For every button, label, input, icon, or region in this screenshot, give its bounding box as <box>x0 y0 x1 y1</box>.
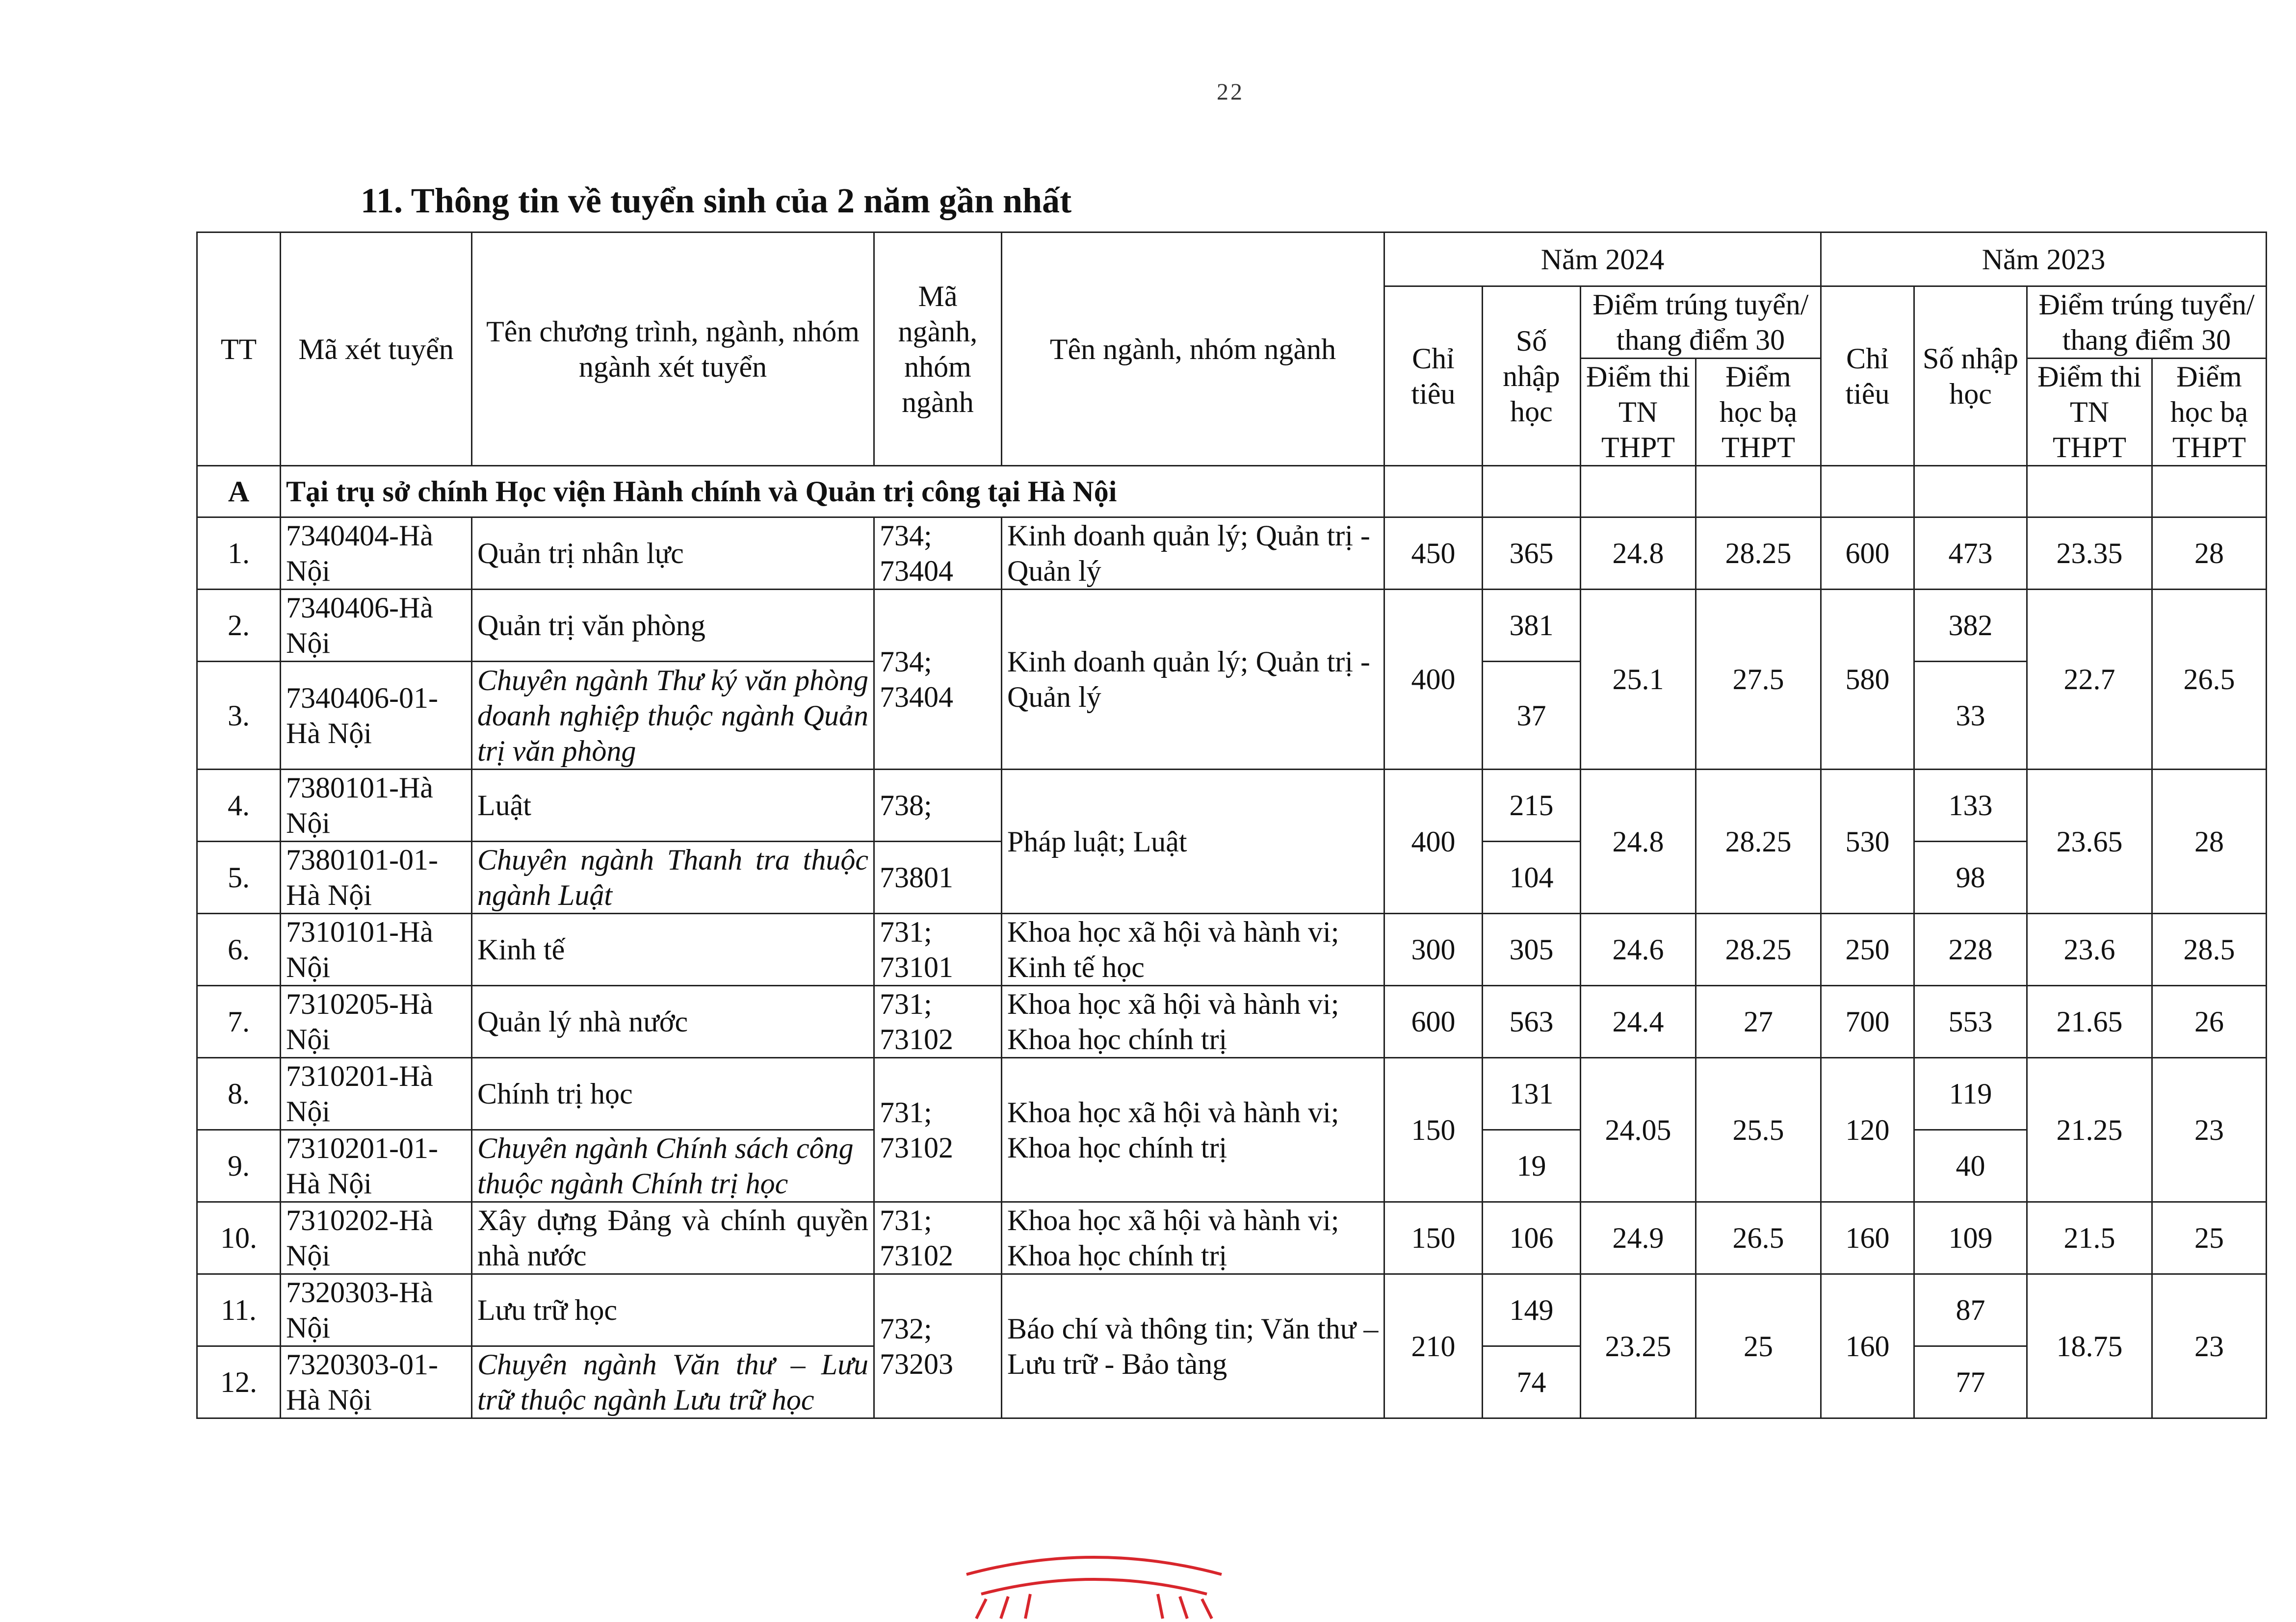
row-diem-thi-2024: 25.1 <box>1581 590 1696 770</box>
row-tt: 1. <box>197 517 281 590</box>
row-tt: 4. <box>197 770 281 842</box>
row-so-nhap-hoc-2024: 305 <box>1483 914 1581 986</box>
admission-table <box>196 232 2267 1419</box>
row-diem-hoc-ba-2023: 23 <box>2152 1274 2267 1418</box>
table-row <box>197 986 2267 1058</box>
header-ma-xet-tuyen: Mã xét tuyển <box>281 232 472 466</box>
row-diem-hoc-ba-2024: 28.25 <box>1696 914 1821 986</box>
header-diem-thi-2024: Điểm thi TN THPT <box>1581 359 1696 466</box>
row-diem-thi-2023: 23.6 <box>2027 914 2152 986</box>
row-tt: 6. <box>197 914 281 986</box>
row-ma-xet-tuyen: 7340404-Hà Nội <box>281 517 472 590</box>
row-chi-tieu-2023: 160 <box>1821 1274 1914 1418</box>
table-row <box>197 1202 2267 1274</box>
row-diem-thi-2024: 24.4 <box>1581 986 1696 1058</box>
row-so-nhap-hoc-2023: 98 <box>1914 842 2027 914</box>
table-row <box>197 590 2267 662</box>
row-so-nhap-hoc-2023: 133 <box>1914 770 2027 842</box>
header-diem-hoc-ba-2023: Điểm học bạ THPT <box>2152 359 2267 466</box>
row-diem-thi-2023: 18.75 <box>2027 1274 2152 1418</box>
row-so-nhap-hoc-2024: 104 <box>1483 842 1581 914</box>
header-diem-trung-tuyen-2023: Điểm trúng tuyển/ thang điểm 30 <box>2027 286 2267 359</box>
row-so-nhap-hoc-2024: 131 <box>1483 1058 1581 1130</box>
row-so-nhap-hoc-2024: 74 <box>1483 1346 1581 1418</box>
row-diem-thi-2023: 21.25 <box>2027 1058 2152 1202</box>
row-ma-xet-tuyen: 7310202-Hà Nội <box>281 1202 472 1274</box>
row-chi-tieu-2024: 150 <box>1384 1202 1483 1274</box>
header-diem-thi-2023: Điểm thi TN THPT <box>2027 359 2152 466</box>
row-so-nhap-hoc-2024: 215 <box>1483 770 1581 842</box>
row-chi-tieu-2024: 400 <box>1384 770 1483 914</box>
row-ma-nganh: 731; 73102 <box>874 1058 1002 1202</box>
row-so-nhap-hoc-2023: 33 <box>1914 662 2027 770</box>
row-chi-tieu-2024: 400 <box>1384 590 1483 770</box>
row-diem-hoc-ba-2024: 28.25 <box>1696 770 1821 914</box>
row-ten-nganh: Báo chí và thông tin; Văn thư – Lưu trữ - Bảo tàng <box>1002 1274 1384 1418</box>
row-diem-hoc-ba-2023: 26.5 <box>2152 590 2267 770</box>
row-ma-xet-tuyen: 7320303-01-Hà Nội <box>281 1346 472 1418</box>
row-ma-xet-tuyen: 7320303-Hà Nội <box>281 1274 472 1346</box>
section-a-title: Tại trụ sở chính Học viện Hành chính và Quản trị công tại Hà Nội <box>281 466 1384 517</box>
row-diem-hoc-ba-2023: 28 <box>2152 517 2267 590</box>
row-ten-chuong-trinh: Kinh tế <box>472 914 874 986</box>
row-ma-nganh: 73801 <box>874 842 1002 914</box>
row-diem-thi-2023: 22.7 <box>2027 590 2152 770</box>
header-ten-chuong-trinh: Tên chương trình, ngành, nhóm ngành xét tuyển <box>472 232 874 466</box>
row-ma-xet-tuyen: 7340406-Hà Nội <box>281 590 472 662</box>
row-ma-nganh: 732; 73203 <box>874 1274 1002 1418</box>
page-number: 22 <box>1217 79 1244 105</box>
row-so-nhap-hoc-2024: 106 <box>1483 1202 1581 1274</box>
row-diem-hoc-ba-2024: 27.5 <box>1696 590 1821 770</box>
header-row-1 <box>197 232 2267 286</box>
row-so-nhap-hoc-2024: 365 <box>1483 517 1581 590</box>
row-ten-nganh: Khoa học xã hội và hành vi; Khoa học chính trị <box>1002 986 1384 1058</box>
header-ten-nganh: Tên ngành, nhóm ngành <box>1002 232 1384 466</box>
row-chi-tieu-2024: 210 <box>1384 1274 1483 1418</box>
row-ten-chuong-trinh: Chuyên ngành Văn thư – Lưu trữ thuộc ngành Lưu trữ học <box>472 1346 874 1418</box>
row-ten-chuong-trinh: Quản lý nhà nước <box>472 986 874 1058</box>
row-tt: 12. <box>197 1346 281 1418</box>
row-diem-hoc-ba-2024: 25.5 <box>1696 1058 1821 1202</box>
row-diem-thi-2024: 23.25 <box>1581 1274 1696 1418</box>
row-chi-tieu-2023: 160 <box>1821 1202 1914 1274</box>
row-diem-hoc-ba-2023: 23 <box>2152 1058 2267 1202</box>
row-diem-thi-2024: 24.05 <box>1581 1058 1696 1202</box>
row-diem-thi-2023: 21.5 <box>2027 1202 2152 1274</box>
row-tt: 8. <box>197 1058 281 1130</box>
header-tt: TT <box>197 232 281 466</box>
row-diem-hoc-ba-2024: 25 <box>1696 1274 1821 1418</box>
row-ten-chuong-trinh: Chuyên ngành Thanh tra thuộc ngành Luật <box>472 842 874 914</box>
header-diem-hoc-ba-2024: Điểm học bạ THPT <box>1696 359 1821 466</box>
row-diem-hoc-ba-2023: 26 <box>2152 986 2267 1058</box>
section-a-row <box>197 466 2267 517</box>
row-diem-thi-2024: 24.9 <box>1581 1202 1696 1274</box>
table-row <box>197 914 2267 986</box>
row-so-nhap-hoc-2023: 87 <box>1914 1274 2027 1346</box>
row-tt: 7. <box>197 986 281 1058</box>
row-so-nhap-hoc-2023: 40 <box>1914 1130 2027 1202</box>
row-ma-nganh: 734; 73404 <box>874 590 1002 770</box>
row-diem-hoc-ba-2023: 28 <box>2152 770 2267 914</box>
row-chi-tieu-2023: 530 <box>1821 770 1914 914</box>
row-ma-xet-tuyen: 7310205-Hà Nội <box>281 986 472 1058</box>
row-tt: 3. <box>197 662 281 770</box>
section-title: 11. Thông tin về tuyển sinh của 2 năm gần nhất <box>361 181 1072 220</box>
row-ten-nganh: Kinh doanh quản lý; Quản trị - Quản lý <box>1002 517 1384 590</box>
header-so-nhap-hoc-2023: Số nhập học <box>1914 286 2027 466</box>
row-ma-xet-tuyen: 7380101-Hà Nội <box>281 770 472 842</box>
table-row <box>197 1274 2267 1346</box>
row-tt: 2. <box>197 590 281 662</box>
row-so-nhap-hoc-2023: 382 <box>1914 590 2027 662</box>
row-diem-hoc-ba-2023: 25 <box>2152 1202 2267 1274</box>
header-diem-trung-tuyen-2024: Điểm trúng tuyển/ thang điểm 30 <box>1581 286 1821 359</box>
row-diem-hoc-ba-2024: 28.25 <box>1696 517 1821 590</box>
row-diem-thi-2023: 23.65 <box>2027 770 2152 914</box>
row-ten-nganh: Khoa học xã hội và hành vi; Khoa học chính trị <box>1002 1202 1384 1274</box>
row-ma-xet-tuyen: 7310101-Hà Nội <box>281 914 472 986</box>
row-ten-chuong-trinh: Quản trị nhân lực <box>472 517 874 590</box>
row-so-nhap-hoc-2023: 553 <box>1914 986 2027 1058</box>
row-ten-chuong-trinh: Lưu trữ học <box>472 1274 874 1346</box>
table-row <box>197 1058 2267 1130</box>
row-diem-hoc-ba-2024: 26.5 <box>1696 1202 1821 1274</box>
row-chi-tieu-2023: 120 <box>1821 1058 1914 1202</box>
row-ten-nganh: Khoa học xã hội và hành vi; Kinh tế học <box>1002 914 1384 986</box>
row-ma-xet-tuyen: 7340406-01-Hà Nội <box>281 662 472 770</box>
row-ma-nganh: 731; 73101 <box>874 914 1002 986</box>
row-ten-chuong-trinh: Xây dựng Đảng và chính quyền nhà nước <box>472 1202 874 1274</box>
row-ten-chuong-trinh: Chính trị học <box>472 1058 874 1130</box>
table-row <box>197 770 2267 842</box>
row-ten-chuong-trinh: Chuyên ngành Chính sách công thuộc ngành Chính trị học <box>472 1130 874 1202</box>
row-diem-thi-2024: 24.6 <box>1581 914 1696 986</box>
row-ten-chuong-trinh: Luật <box>472 770 874 842</box>
row-ma-xet-tuyen: 7310201-Hà Nội <box>281 1058 472 1130</box>
row-so-nhap-hoc-2024: 563 <box>1483 986 1581 1058</box>
row-chi-tieu-2023: 600 <box>1821 517 1914 590</box>
row-ten-nganh: Pháp luật; Luật <box>1002 770 1384 914</box>
row-ten-nganh: Khoa học xã hội và hành vi; Khoa học chính trị <box>1002 1058 1384 1202</box>
row-so-nhap-hoc-2024: 19 <box>1483 1130 1581 1202</box>
row-ma-xet-tuyen: 7310201-01-Hà Nội <box>281 1130 472 1202</box>
row-so-nhap-hoc-2023: 473 <box>1914 517 2027 590</box>
row-chi-tieu-2023: 250 <box>1821 914 1914 986</box>
header-year-2024: Năm 2024 <box>1384 232 1821 286</box>
row-chi-tieu-2023: 700 <box>1821 986 1914 1058</box>
row-ma-xet-tuyen: 7380101-01-Hà Nội <box>281 842 472 914</box>
row-tt: 11. <box>197 1274 281 1346</box>
row-ma-nganh: 731; 73102 <box>874 986 1002 1058</box>
row-chi-tieu-2024: 300 <box>1384 914 1483 986</box>
table-row <box>197 517 2267 590</box>
header-so-nhap-hoc-2024: Số nhập học <box>1483 286 1581 466</box>
row-chi-tieu-2024: 150 <box>1384 1058 1483 1202</box>
header-chi-tieu-2023: Chỉ tiêu <box>1821 286 1914 466</box>
row-ma-nganh: 738; <box>874 770 1002 842</box>
row-diem-thi-2024: 24.8 <box>1581 517 1696 590</box>
row-ten-nganh: Kinh doanh quản lý; Quản trị - Quản lý <box>1002 590 1384 770</box>
row-so-nhap-hoc-2023: 119 <box>1914 1058 2027 1130</box>
row-ten-chuong-trinh: Chuyên ngành Thư ký văn phòng doanh nghiệp thuộc ngành Quản trị văn phòng <box>472 662 874 770</box>
row-diem-hoc-ba-2024: 27 <box>1696 986 1821 1058</box>
row-tt: 5. <box>197 842 281 914</box>
row-so-nhap-hoc-2023: 77 <box>1914 1346 2027 1418</box>
row-diem-thi-2023: 21.65 <box>2027 986 2152 1058</box>
row-tt: 9. <box>197 1130 281 1202</box>
header-year-2023: Năm 2023 <box>1821 232 2267 286</box>
official-seal <box>957 1545 1231 1622</box>
row-diem-thi-2023: 23.35 <box>2027 517 2152 590</box>
row-ma-nganh: 731; 73102 <box>874 1202 1002 1274</box>
row-diem-thi-2024: 24.8 <box>1581 770 1696 914</box>
row-ten-chuong-trinh: Quản trị văn phòng <box>472 590 874 662</box>
row-diem-hoc-ba-2023: 28.5 <box>2152 914 2267 986</box>
row-chi-tieu-2023: 580 <box>1821 590 1914 770</box>
row-chi-tieu-2024: 600 <box>1384 986 1483 1058</box>
row-so-nhap-hoc-2023: 228 <box>1914 914 2027 986</box>
row-chi-tieu-2024: 450 <box>1384 517 1483 590</box>
row-so-nhap-hoc-2023: 109 <box>1914 1202 2027 1274</box>
row-ma-nganh: 734; 73404 <box>874 517 1002 590</box>
row-so-nhap-hoc-2024: 149 <box>1483 1274 1581 1346</box>
row-tt: 10. <box>197 1202 281 1274</box>
row-so-nhap-hoc-2024: 37 <box>1483 662 1581 770</box>
header-chi-tieu-2024: Chỉ tiêu <box>1384 286 1483 466</box>
row-so-nhap-hoc-2024: 381 <box>1483 590 1581 662</box>
section-a-label: A <box>197 466 281 517</box>
header-ma-nganh: Mã ngành, nhóm ngành <box>874 232 1002 466</box>
